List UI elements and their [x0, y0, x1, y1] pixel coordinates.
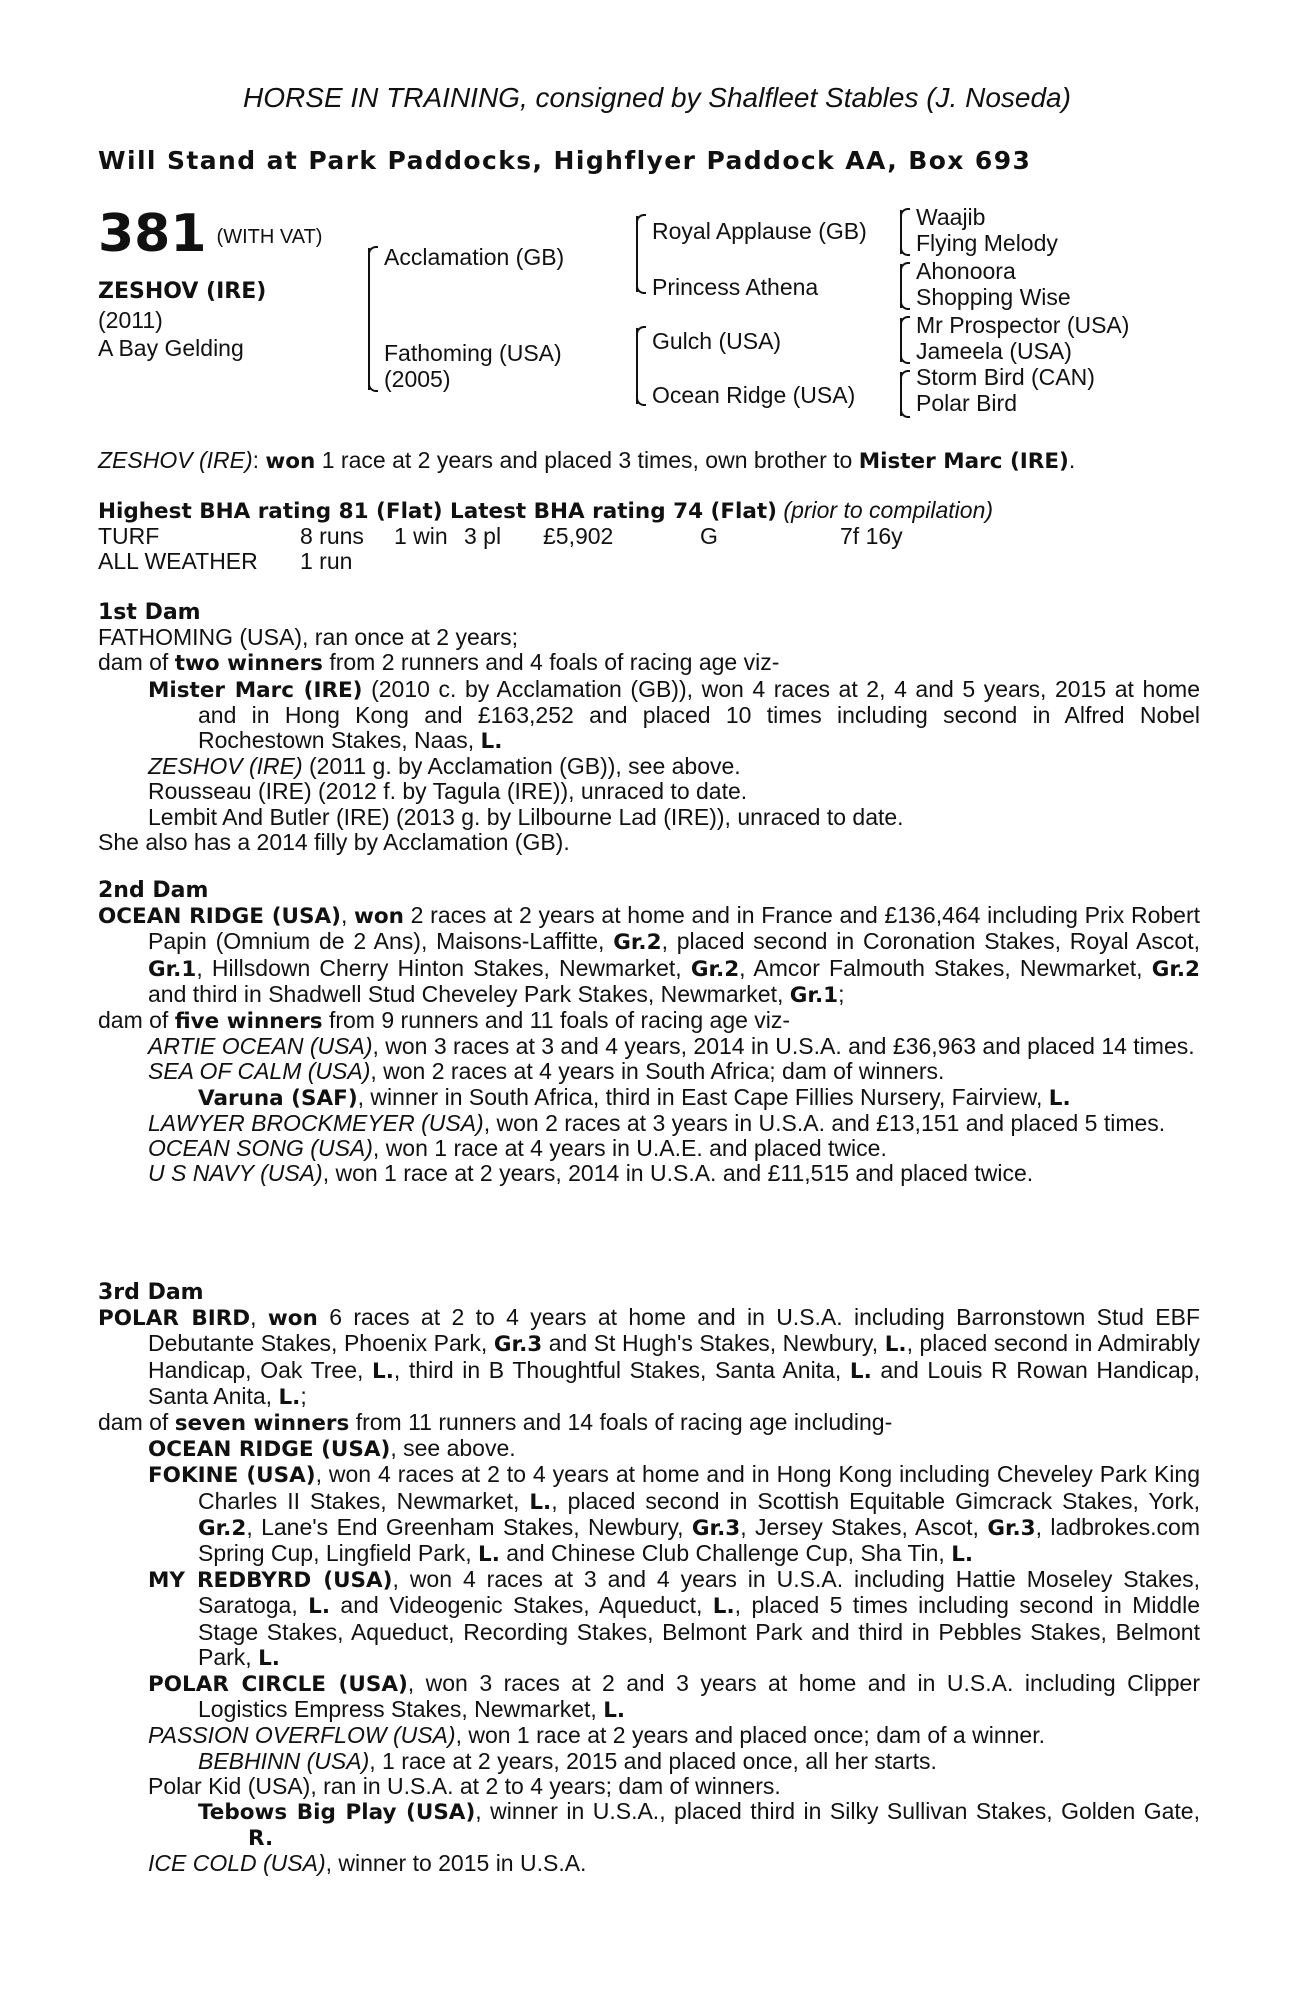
pedigree-sire: Acclamation (GB)	[384, 244, 565, 270]
text: from 2 runners and 4 foals of racing age viz-	[322, 649, 780, 676]
race-grade: L.	[603, 1698, 626, 1724]
turf-row	[98, 524, 1200, 549]
all-weather-row	[98, 549, 1200, 574]
horse-description: A Bay Gelding	[98, 335, 244, 361]
progeny-name: U S NAVY (USA)	[148, 1160, 323, 1187]
progeny-entry	[98, 1059, 1200, 1084]
won-label: won	[354, 904, 404, 930]
aw-label: ALL WEATHER	[98, 548, 258, 575]
text: dam of	[98, 1007, 175, 1034]
progeny-text: , won 2 races at 4 years in South Africa; dam of winners.	[370, 1058, 945, 1085]
turf-runs: 8 runs	[300, 523, 364, 550]
progeny-name: LAWYER BROCKMEYER (USA)	[148, 1109, 484, 1136]
text: , Amcor Falmouth Stakes, Newmarket,	[739, 954, 1152, 981]
race-grade: Gr.2	[198, 1515, 247, 1541]
dam-line: FATHOMING (USA), ran once at 2 years;	[98, 624, 519, 651]
summary-text: 1 race at 2 years and placed 3 times, own brother to	[315, 447, 859, 473]
race-grade: Gr.3	[987, 1515, 1036, 1541]
progeny-text: , won 2 races at 3 years in U.S.A. and £13,151 and placed 5 times.	[483, 1109, 1166, 1136]
progeny-text: , won 3 races at 3 and 4 years, 2014 in U.S.A. and £36,963 and placed 14 times.	[372, 1033, 1195, 1060]
section-title: 2nd Dam	[98, 878, 209, 903]
dam-name: OCEAN RIDGE (USA)	[98, 904, 341, 930]
pedigree-ggp: Storm Bird (CAN)	[916, 364, 1095, 390]
progeny-text: , 1 race at 2 years, 2015 and placed once, all her starts.	[369, 1747, 937, 1774]
summary-won: won	[265, 449, 316, 474]
pedigree-dam-dam: Ocean Ridge (USA)	[652, 382, 856, 408]
race-grade: L.	[884, 1332, 907, 1358]
pedigree-brace	[900, 318, 902, 362]
turf-wins: 1 win	[394, 523, 448, 550]
first-dam-section	[98, 600, 1200, 855]
pedigree-brace	[900, 264, 902, 308]
progeny-text: , won 1 race at 4 years in U.A.E. and placed twice.	[372, 1135, 887, 1162]
progeny-entry	[98, 1436, 1200, 1462]
progeny-note: She also has a 2014 filly by Acclamation (GB).	[98, 828, 570, 855]
section-title: 1st Dam	[98, 600, 201, 625]
progeny-entry	[98, 1723, 1200, 1748]
progeny-entry	[98, 1671, 1200, 1723]
pedigree-ggp: Waajib	[916, 204, 986, 230]
race-grade: L.	[712, 1594, 735, 1620]
summary-text: :	[252, 447, 266, 473]
progeny-entry: Polar Kid (USA), ran in U.S.A. at 2 to 4 years; dam of winners.	[148, 1772, 781, 1799]
progeny-entry	[98, 1851, 1200, 1876]
race-grade: L.	[1048, 1085, 1071, 1111]
race-grade: L.	[372, 1358, 394, 1384]
progeny-entry: Lembit And Butler (IRE) (2013 g. by Lilbourne Lad (IRE)), unraced to date.	[148, 803, 904, 830]
dam-record: POLAR BIRD, won 6 races at 2 to 4 years at home and in U.S.A. including Barronstown Stud EBF Debutante Stakes, Phoenix Park, Gr.3 and St Hugh's Stakes, Newbury, L., placed second in Admirably Handicap, Oak Tree, L., third in B Thoughtful Stakes, Santa Anita, L. and Louis R Rowan Handicap, Santa Anita, L.;	[98, 1304, 1201, 1410]
turf-distance: 7f 16y	[840, 523, 903, 550]
text: and St Hugh's Stakes, Newbury,	[542, 1330, 885, 1357]
summary-text: .	[1068, 447, 1076, 473]
won-label: won	[267, 1306, 318, 1332]
text: and Chinese Club Challenge Cup, Sha Tin,	[499, 1540, 952, 1567]
progeny-entry	[98, 1567, 1200, 1671]
pedigree-dam-year: (2005)	[384, 366, 451, 392]
progeny-text: , won 1 race at 2 years and placed once; dam of a winner.	[455, 1722, 1045, 1749]
pedigree-dam: Fathoming (USA)	[384, 340, 562, 366]
race-grade: Gr.2	[690, 956, 740, 982]
turf-placed: 3 pl	[464, 523, 502, 550]
pedigree-ggp: Flying Melody	[916, 230, 1058, 256]
location-heading: Will Stand at Park Paddocks, Highflyer Paddock AA, Box 693	[98, 146, 1032, 175]
race-grade: L.	[951, 1542, 974, 1568]
text: , placed second in Scottish Equitable Gimcrack Stakes, York,	[551, 1487, 1200, 1514]
pedigree-brace	[368, 248, 370, 390]
dam-name: POLAR BIRD	[98, 1306, 251, 1332]
pedigree-brace	[636, 328, 638, 404]
text: , Lane's End Greenham Stakes, Newbury,	[246, 1513, 692, 1540]
race-grade: Gr.1	[148, 956, 197, 982]
text: , placed second in Coronation Stakes, Royal Ascot,	[661, 928, 1200, 955]
turf-label: TURF	[98, 523, 160, 550]
lot-header	[98, 204, 322, 264]
progeny-text: , winner in U.S.A., placed third in Silky Sullivan Stakes, Golden Gate,	[475, 1798, 1200, 1825]
dam-of-line	[98, 1008, 1200, 1034]
text: ;	[838, 980, 845, 1007]
race-grade: Gr.2	[1151, 956, 1200, 982]
progeny-entry	[98, 677, 1200, 755]
dam-of-line	[98, 1410, 1200, 1436]
race-grade: Gr.1	[789, 982, 839, 1008]
horse-name: ZESHOV (IRE)	[98, 279, 267, 304]
text: from 9 runners and 11 foals of racing age viz-	[322, 1007, 791, 1034]
race-grade: L.	[849, 1358, 872, 1384]
third-dam-section	[98, 1280, 1200, 1877]
progeny-entry	[98, 1161, 1200, 1186]
winners-count: five winners	[174, 1009, 323, 1035]
pedigree-brace	[900, 372, 902, 416]
progeny-name: ARTIE OCEAN (USA)	[148, 1033, 373, 1060]
progeny-text: , won 1 race at 2 years, 2014 in U.S.A. and £11,515 and placed twice.	[322, 1160, 1034, 1187]
text: , placed second in Admirably Handicap, Oak Tree,	[148, 1330, 1201, 1383]
text: 2 races at 2 years at home and in France and £136,464 including Prix Robert Papin (Omnium de 2 Ans), Maisons-Laffitte,	[148, 902, 1200, 955]
pedigree-brace	[636, 216, 638, 292]
progeny-entry	[98, 1034, 1200, 1059]
pedigree-ggp: Shopping Wise	[916, 284, 1071, 310]
text: 6 races at 2 to 4 years at home and in U.S.A. including Barronstown Stud EBF Debutante Stakes, Phoenix Park,	[148, 1304, 1200, 1357]
progeny-name: ZESHOV (IRE)	[148, 753, 303, 780]
text: , ladbrokes.com Spring Cup, Lingfield Park,	[198, 1513, 1200, 1567]
pedigree-dam-sire: Gulch (USA)	[652, 328, 782, 354]
race-grade: R.	[248, 1826, 274, 1852]
progeny-entry: Rousseau (IRE) (2012 f. by Tagula (IRE)), unraced to date.	[148, 778, 748, 805]
progeny-text: (2010 c. by Acclamation (GB)), won 4 races at 2, 4 and 5 years, 2015 at home and in Hong Kong and £163,252 and placed 10 times including second in Alfred Nobel Rochestown Stakes, Naas,	[198, 675, 1200, 754]
text: and Videogenic Stakes, Aqueduct,	[330, 1592, 713, 1619]
progeny-name: SEA OF CALM (USA)	[148, 1058, 371, 1085]
race-grade: L.	[529, 1489, 552, 1515]
progeny-name: POLAR CIRCLE (USA)	[148, 1672, 408, 1698]
text: dam of	[98, 649, 175, 676]
pedigree-brace	[900, 210, 902, 254]
text: and third in Shadwell Stud Cheveley Park Stakes, Newmarket,	[148, 980, 790, 1007]
pedigree-ggp: Mr Prospector (USA)	[916, 312, 1130, 338]
text: , won 4 races at 2 to 4 years at home and in Hong Kong including Cheveley Park King Charles II Stakes, Newmarket,	[198, 1461, 1200, 1514]
text: from 11 runners and 14 foals of racing age including-	[349, 1409, 893, 1436]
pedigree-ggp: Jameela (USA)	[916, 338, 1072, 364]
race-grade: L.	[308, 1594, 331, 1620]
progeny-name: Tebows Big Play (USA)	[198, 1800, 476, 1826]
consignor-heading: HORSE IN TRAINING, consigned by Shalfleet Stables (J. Noseda)	[243, 82, 1071, 113]
progeny-entry	[98, 1136, 1200, 1161]
progeny-text: (2011 g. by Acclamation (GB)), see above.	[302, 753, 741, 780]
progeny-name: OCEAN RIDGE (USA)	[148, 1437, 391, 1463]
pedigree-sire-sire: Royal Applause (GB)	[652, 218, 867, 244]
ratings-block	[98, 498, 1200, 575]
progeny-text: , winner in South Africa, third in East Cape Fillies Nursery, Fairview,	[357, 1083, 1049, 1110]
dam-record: OCEAN RIDGE (USA), won 2 races at 2 years at home and in France and £136,464 including Prix Robert Papin (Omnium de 2 Ans), Maisons-Laffitte, Gr.2, placed second in Coronation Stakes, Royal Ascot, Gr.1, Hillsdown Cherry Hinton Stakes, Newmarket, Gr.2, Amcor Falmouth Stakes, Newmarket, Gr.2 and third in Shadwell Stud Cheveley Park Stakes, Newmarket, Gr.1;	[98, 902, 1200, 1008]
progeny-name: PASSION OVERFLOW (USA)	[148, 1722, 456, 1749]
rating-text: Highest BHA rating 81 (Flat) Latest BHA rating 74 (Flat)	[98, 499, 778, 524]
progeny-entry	[98, 1462, 1200, 1567]
progeny-name: MY REDBYRD (USA)	[148, 1568, 393, 1594]
vat-label: (WITH VAT)	[216, 226, 323, 248]
progeny-entry	[98, 754, 1200, 779]
progeny-name: OCEAN SONG (USA)	[148, 1135, 373, 1162]
text: and Louis R Rowan Handicap, Santa Anita,	[148, 1356, 1200, 1409]
race-grade: Gr.2	[613, 930, 662, 956]
horse-year: (2011)	[98, 307, 163, 333]
pedigree-ggp: Ahonoora	[916, 258, 1016, 284]
winners-count: seven winners	[174, 1411, 350, 1437]
summary-brother: Mister Marc (IRE)	[858, 449, 1069, 474]
race-grade: Gr.3	[493, 1332, 543, 1358]
horse-info	[98, 278, 266, 362]
race-grade: L.	[258, 1645, 280, 1671]
race-grade: L.	[478, 1542, 500, 1568]
text: , won 4 races at 3 and 4 years in U.S.A. including Hattie Moseley Stakes, Saratoga,	[198, 1566, 1200, 1619]
race-grade: Gr.3	[691, 1515, 741, 1541]
progeny-name: ICE COLD (USA)	[148, 1850, 326, 1877]
lot-number: 381	[98, 204, 207, 264]
progeny-name: Mister Marc (IRE)	[148, 677, 363, 703]
second-dam-section	[98, 878, 1200, 1186]
text: , Hillsdown Cherry Hinton Stakes, Newmarket,	[196, 954, 691, 981]
dam-of-line	[98, 650, 1200, 676]
aw-runs: 1 run	[300, 548, 353, 575]
text: , won 3 races at 2 and 3 years at home and in U.S.A. including Clipper Logistics Empress Stakes, Newmarket,	[198, 1670, 1200, 1723]
grand-progeny-entry	[98, 1749, 1200, 1774]
section-title: 3rd Dam	[98, 1280, 204, 1305]
turf-earnings: £5,902	[543, 523, 614, 550]
progeny-entry	[98, 1111, 1200, 1136]
summary-horse-name: ZESHOV (IRE)	[98, 447, 253, 473]
winners-count: two winners	[174, 651, 323, 677]
pedigree-ggp: Polar Bird	[916, 390, 1017, 416]
race-grade: L.	[278, 1384, 301, 1410]
race-grade: L.	[480, 729, 503, 755]
progeny-text: , winner to 2015 in U.S.A.	[325, 1850, 587, 1877]
grand-progeny-entry	[98, 1085, 1200, 1111]
progeny-name: BEBHINN (USA)	[198, 1747, 370, 1774]
race-summary	[98, 448, 1200, 474]
pedigree-sire-dam: Princess Athena	[652, 274, 819, 300]
text: dam of	[98, 1409, 175, 1436]
turf-going: G	[700, 523, 718, 550]
progeny-name: Varuna (SAF)	[198, 1085, 358, 1111]
text: ;	[300, 1382, 307, 1409]
progeny-text: , see above.	[390, 1435, 516, 1462]
text: , placed 5 times including second in Middle Stage Stakes, Aqueduct, Recording Stakes, Belmont Park and third in Pebbles Stakes, Belmont Park,	[198, 1592, 1200, 1670]
grand-progeny-entry	[98, 1799, 1200, 1851]
text: , Jersey Stakes, Ascot,	[740, 1513, 988, 1540]
rating-note: (prior to compilation)	[783, 497, 994, 523]
text: , third in B Thoughtful Stakes, Santa Anita,	[393, 1356, 850, 1383]
progeny-name: FOKINE (USA)	[148, 1463, 316, 1489]
